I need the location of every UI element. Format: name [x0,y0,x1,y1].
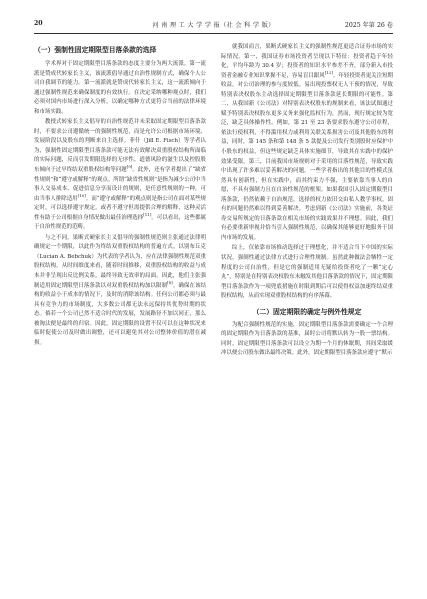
body-paragraph: 教授式转家长主义倡导的自治性规范并未采取固定期限型目落条款时，不要求公司遵循统一的强制性规范，而是允许公司根据市场环境、发展阶段以及股东的判断来自主选择。菲什（Jill E. Fisch）等学者认为，强制性固定期限型目落条款可能无法有效解决双重股权结构所面临的实际问题，反而引发期限选择的无序性、道德风险的滋生以及控股股东倾向于过早终结双重股权结构等问题[9]。此外，还有学者提出了“缺省性规则”和“遵守或解释”的观点。所谓“缺省性规则”是指为减少公司中当事人交易成本、促进信息分享而设计的规则，是任意性规则的一种，可由当事人排除适用[10]。而“遵守或解释”的观点则是指公司在面对某些规定时，可以选择遵守规定，或者不遵守但需提供合理的解释，这种灵活性有助于公司根据自身情况做出最佳治理选择[11]。可以看出，这些都属于自治性规范的范畴。 [34,119,206,231]
body-paragraph: 为配合强制性规范的实施，固定期限型目落条款需要确定一个合理的固定期限作为日落条款的基准，届时公司将默认转为一股一票结构。同时，固定期限型目落条款可以设立为期一个月的休眠期，其间采取缓冲以便公司股东做出最终决策。此外，固定期限型目落条款应遵守“默示 [221,321,393,357]
issue-info: 2025 年第 26 卷 [344,22,393,29]
running-header [34,17,393,34]
section-heading-2: （二）固定期限的确定与例外性规定 [252,307,362,316]
body-paragraph: 学术界对于固定期限型目落条款的态度主要分为两大流派。第一流派是赞成代转家长主义，该流派倡导通过自治性规制方式，确保个人公司自我调节的能力。第一流派就是赞成代转家长主义，这一流派倾向于通过强制性规范来确保制度的有效执行。在决定采纳哪种观点时，我们必须对国内市场进行深入分析，以确定哪种方式更符合当前的法律环境和市场实践。 [34,61,206,115]
body-paragraph: 综上，仅依靠市场推动选择过于理想化，并不适合当下中国的实际状况，强制性通过法律方式进行合理性规制。虽然此种做法会牺牲一定程度的公司自治性，但是它的强制适用无疑给投资者吃了一颗“定心丸”，特别是在特别表决权股东未触发其他目落条款的情况下，固定期限型目落条款作为一项兜底措施在时限到期后可以使得权益加速终结双重股权结构，从而实现双重股权结构的有序落幕。 [221,245,393,300]
section-heading-1: （一）强制性固定期限型目落条款的选择 [34,46,157,54]
journal-title: 河 南 理 工 大 学 学 报（社 会 科 学 版） [152,22,275,29]
body-paragraph: 就我国而言，果断式硬家长主义的强制性规范更适合证券市场的实际情况。第一，我国证券市场投资者呈现以下特征：投资者趋于年轻化，平均年龄为 30.4 岁；投资者的知识水平参差不齐，部分新入市投资者金融专业知识掌握不足，容易盲目跟风[12]。年轻投资者更关注短期收益，对公司治理的参与度较低。易出现投票权无人干预的情况，导致特别表决权股东主动选择固定期限型目落条款延长期限的可能性。第二，从我国新《公司法》对特别表决权股东的规制来看，该法试图通过赋予特别表决权股东更多义务来强化监权行为，然而，现行规定较为宽泛，缺乏具体操作性。例如，第 21 至 23 条要求股东遵守公司章程，依法行使权利，不得滥用权力或利用关联关系损害公司及其他股东的利益，同时，第 145 条和第 148 条 5 款提及公司发行类别股时应保护中小股东的权益，但这些规定缺乏具体实施细节，导致其在实践中的保护效果受限。第三，目前我国市场规则对于采用的目落性规范，导致实践中出现了许多难以妥善解决的问题。一些学者指出的其他目的性模式虽然具有创新性，但在实践中，而其约束力不强，主要依靠当事人的自愿，不具有强制力且在自治性规范的框架。如果我国引入固定期限型目落条款，仍然依赖于自治规范，选择的权力依旧交由私人教学事权。固有的问题仍然难以得到妥善解决。考虑到新《公司法》实施前，各类证券交易所规定的日落条款在相关市场的实践效果并不理想。因此，我们有必要重新审视并恰当引入强制性规范，以确保其能够更好地服务于国内市场的发展。 [221,44,393,241]
right-column [221,43,393,359]
left-column [34,43,206,348]
body-paragraph: 与之不同，果断式硬家长主义倡导的强制性规范则主张通过法律明确规定一个期限，以此作为终结双重股权结构的普遍方式。以别布丘克（Lucian A. Bebchuk）为代表的学者认为，应在法律强制性规范双重股权结构。从时间维度来看，随着时间推移，双重股权结构的收益与成本并非呈现出反比例关系，最终导致无效率的局面。因此，他们主张强制适用固定期限型日落条款以对双重股权结构加以限制[8]。确保在该结构的收益小于成本的情况下，及时的消除该结构。任何公司都必须与最具有竞争力的市场制度，大多数公司都无法永远保持其优势时期的状态。倘若一个公司已然不适合时代的发展，发展路径不加以同正，那么被淘汰便是最终的归宿。因此，固定期限的设置不仅可以在这种状况来临时促使公司及时做出调整，还可以避免其对公司整体价值的潜在减损。 [34,234,206,346]
page-number: 20 [34,20,43,27]
